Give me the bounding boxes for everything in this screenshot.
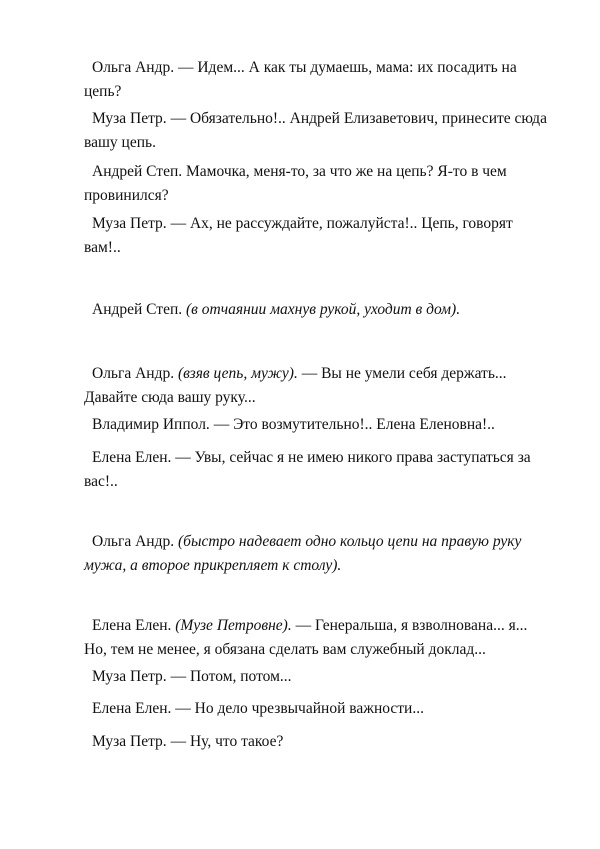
replica-text: — Это возмутительно!.. Елена Еленовна!.. <box>209 416 495 433</box>
stage-direction: (в отчаянии махнув рукой, уходит в дом). <box>186 301 461 318</box>
speaker: Ольга Андр. <box>92 533 175 550</box>
speaker: Муза Петр. <box>92 668 167 685</box>
paragraph-2 <box>84 107 550 155</box>
speaker: Муза Петр. <box>92 215 167 232</box>
speaker: Андрей Степ. <box>92 163 183 180</box>
paragraph-7 <box>84 413 550 437</box>
paragraph-8 <box>84 446 550 494</box>
paragraph-11 <box>84 665 550 689</box>
replica-text: — Обязательно!.. Андрей Елизаветович, принесите сюда вашу цепь. <box>84 110 547 151</box>
speaker: Елена Елен. <box>92 449 172 466</box>
speaker: Ольга Андр. <box>92 59 175 76</box>
paragraph-10 <box>84 614 550 662</box>
stage-direction: (быстро надевает одно кольцо цепи на правую руку мужа, а второе прикрепляет к столу). <box>84 533 522 574</box>
paragraph-1 <box>84 56 550 104</box>
paragraph-4 <box>84 212 550 260</box>
paragraph-5 <box>84 298 550 322</box>
speaker: Елена Елен. <box>92 700 172 717</box>
speaker: Андрей Степ. <box>92 301 183 318</box>
stage-direction: (Музе Петровне). <box>175 617 292 634</box>
replica-text: — Увы, сейчас я не имею никого права заступаться за вас!.. <box>84 449 531 490</box>
speaker: Ольга Андр. <box>92 365 175 382</box>
speaker: Муза Петр. <box>92 110 167 127</box>
paragraph-9 <box>84 530 550 578</box>
replica-text: — Ну, что такое? <box>166 733 284 750</box>
replica-text: Мамочка, меня-то, за что же на цепь? Я-то в чем провинился? <box>84 163 507 204</box>
replica-text: — Идем... А как ты думаешь, мама: их посадить на цепь? <box>84 59 517 100</box>
paragraph-12 <box>84 697 550 721</box>
replica-text: — Вы не умели себя держать... Давайте сюда вашу руку... <box>84 365 507 406</box>
stage-direction: (взяв цепь, мужу). <box>177 365 298 382</box>
replica-text: — Генеральша, я взволнована... я... Но, тем не менее, я обязана сделать вам служебный доклад... <box>84 617 528 658</box>
speaker: Елена Елен. <box>92 617 172 634</box>
replica-text: — Ах, не рассуждайте, пожалуйста!.. Цепь, говорят вам!.. <box>84 215 513 256</box>
speaker: Муза Петр. <box>92 733 167 750</box>
replica-text: — Но дело чрезвычайной важности... <box>171 700 424 717</box>
paragraph-3 <box>84 160 550 208</box>
replica-text: — Потом, потом... <box>166 668 292 685</box>
speaker: Владимир Иппол. <box>92 416 210 433</box>
paragraph-6 <box>84 362 550 410</box>
paragraph-13 <box>84 730 550 754</box>
